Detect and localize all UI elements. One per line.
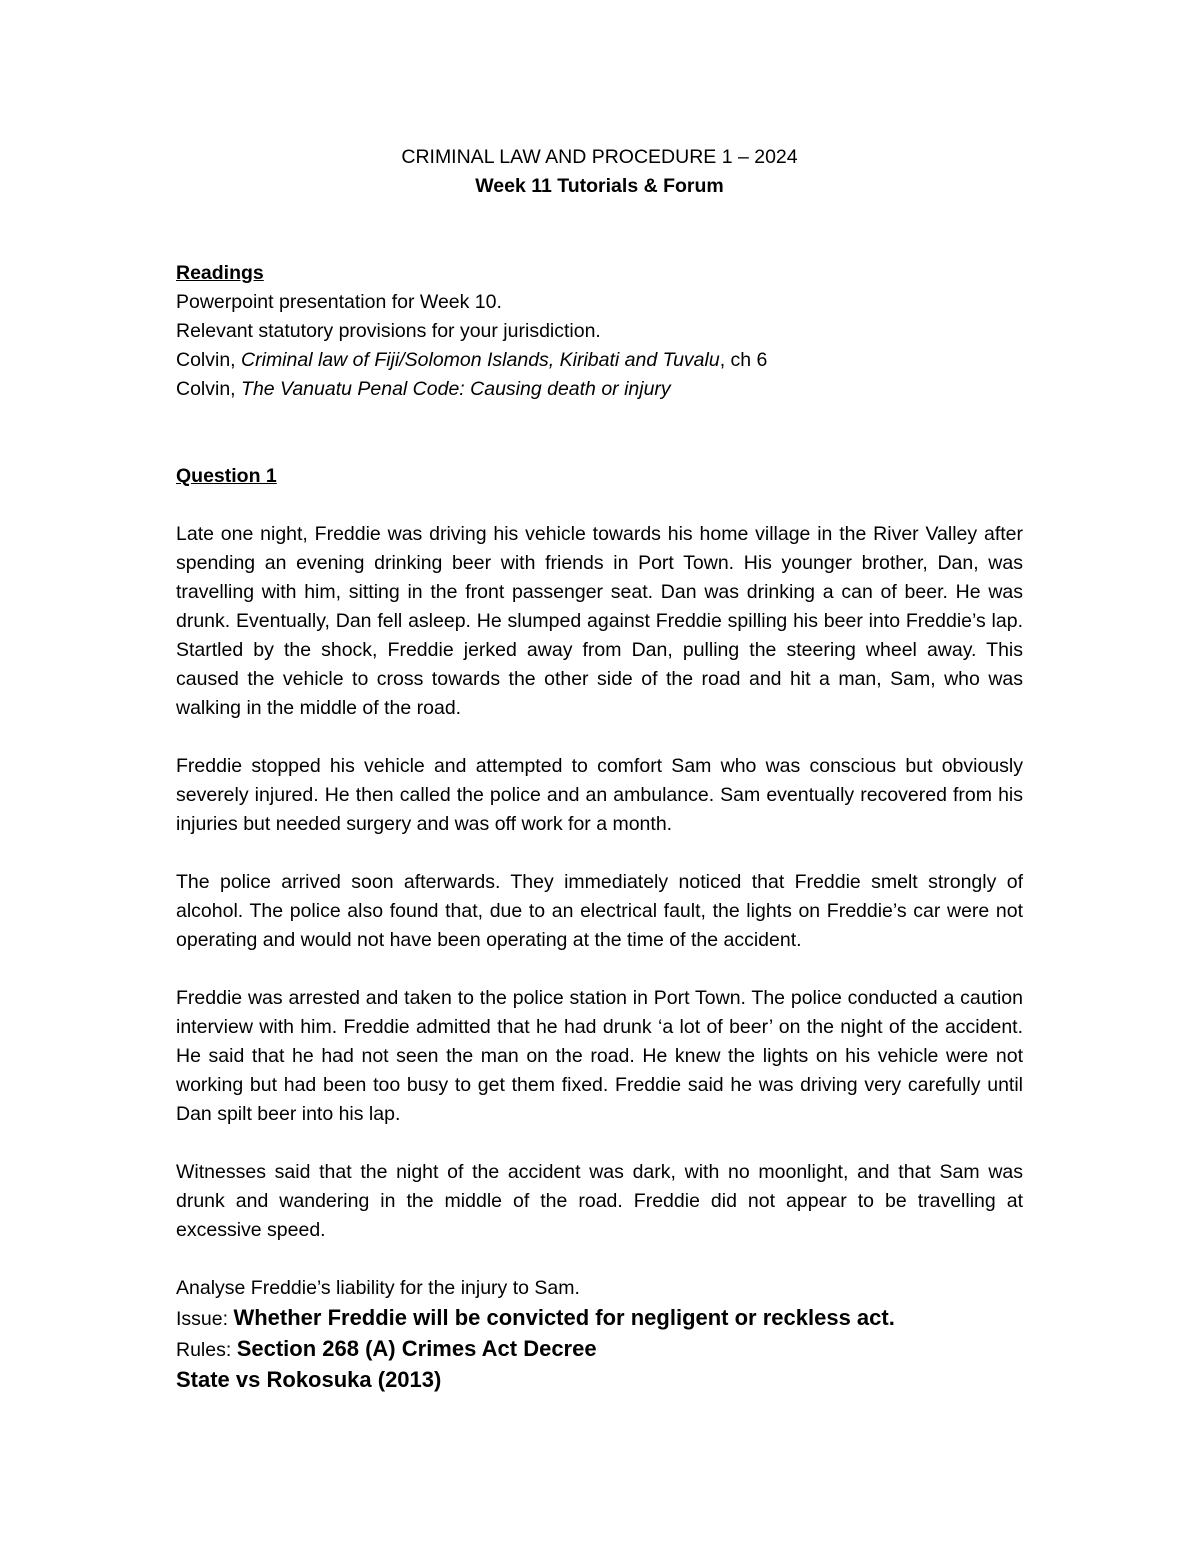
question-1-heading: Question 1 [176, 465, 277, 487]
question-paragraph: Freddie was arrested and taken to the police station in Port Town. The police conducted a caution interview with him. Freddie admitted that he had drunk ‘a lot of beer’ on the night of the accident. He said that he had not seen the man on the road. He knew the lights on his vehicle were not working but had been too busy to get them fixed. Freddie said he was driving very carefully until Dan spilt beer into his lap. [176, 987, 1023, 1125]
question-paragraph: Witnesses said that the night of the accident was dark, with no moonlight, and that Sam was drunk and wandering in the middle of the road. Freddie did not appear to be travelling at excessive speed. [176, 1161, 1023, 1241]
reading-author: Colvin, [176, 378, 242, 400]
issue-text: Whether Freddie will be convicted for negligent or reckless act. [233, 1305, 895, 1330]
answer-block [176, 1274, 1023, 1395]
task-line: Analyse Freddie’s liability for the injury to Sam. [176, 1277, 580, 1299]
reading-item: Powerpoint presentation for Week 10. [176, 291, 502, 313]
reading-item: Relevant statutory provisions for your jurisdiction. [176, 320, 601, 342]
document-subtitle: Week 11 Tutorials & Forum [475, 175, 724, 197]
rules-line [176, 1334, 1023, 1365]
case-line: State vs Rokosuka (2013) [176, 1367, 442, 1392]
reading-title: Criminal law of Fiji/Solomon Islands, Kiribati and Tuvalu [241, 349, 720, 371]
reading-chapter: , ch 6 [719, 349, 768, 371]
reading-title: The Vanuatu Penal Code: Causing death or injury [241, 378, 671, 400]
readings-heading: Readings [176, 262, 264, 284]
question-paragraph: Late one night, Freddie was driving his vehicle towards his home village in the River Valley after spending an evening drinking beer with friends in Port Town. His younger brother, Dan, was travelling with him, sitting in the front passenger seat. Dan was drinking a can of beer. He was drunk. Eventually, Dan fell asleep. He slumped against Freddie spilling his beer into Freddie’s lap. Startled by the shock, Freddie jerked away from Dan, pulling the steering wheel away. This caused the vehicle to cross towards the other side of the road and hit a man, Sam, who was walking in the middle of the road. [176, 523, 1023, 719]
question-paragraph: The police arrived soon afterwards. They immediately noticed that Freddie smelt strongly of alcohol. The police also found that, due to an electrical fault, the lights on Freddie’s car were not operating and would not have been operating at the time of the accident. [176, 871, 1023, 951]
reading-item-colvin-fiji [176, 346, 1023, 375]
issue-line [176, 1303, 1023, 1334]
issue-label: Issue: [176, 1308, 234, 1330]
document-body [176, 143, 1023, 1395]
rules-text: Section 268 (A) Crimes Act Decree [236, 1336, 597, 1361]
question-paragraph: Freddie stopped his vehicle and attempted to comfort Sam who was conscious but obviously severely injured. He then called the police and an ambulance. Sam eventually recovered from his injuries but needed surgery and was off work for a month. [176, 755, 1023, 835]
question-1-section [176, 462, 1023, 1395]
title-block [176, 143, 1023, 201]
reading-author: Colvin, [176, 349, 242, 371]
document-title: CRIMINAL LAW AND PROCEDURE 1 – 2024 [401, 146, 798, 168]
rules-label: Rules: [176, 1339, 237, 1361]
readings-section [176, 259, 1023, 404]
reading-item-colvin-vanuatu [176, 375, 1023, 404]
